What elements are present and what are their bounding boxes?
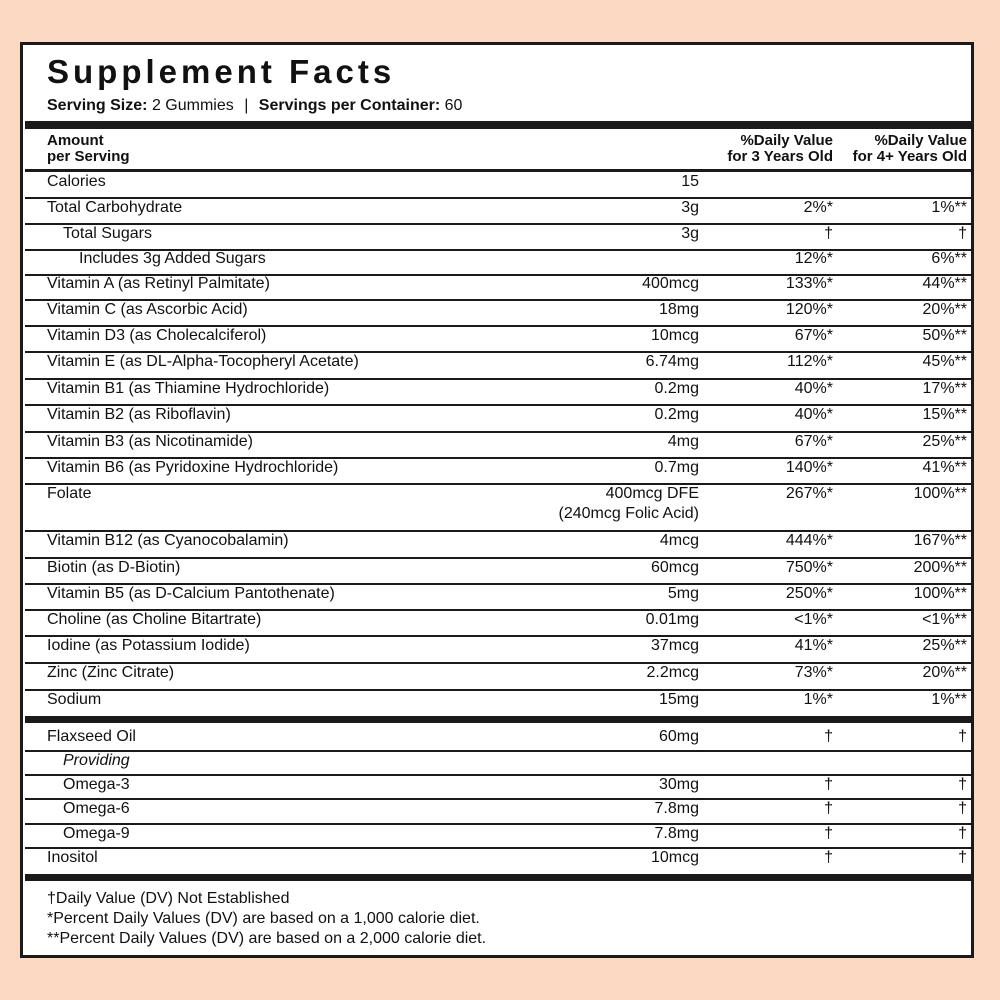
nutrient-dv-4yo: 20%** — [922, 664, 967, 681]
nutrient-amount: 10mcg — [650, 327, 699, 344]
row-divider — [25, 404, 971, 406]
nutrient-name: Biotin (as D-Biotin) — [47, 559, 181, 576]
nutrient-amount: 18mg — [658, 301, 699, 318]
nutrient-dv-4yo: 41%** — [922, 459, 967, 476]
nutrient-name: Vitamin B2 (as Riboflavin) — [47, 406, 231, 423]
nutrient-dv-4yo: 44%** — [922, 275, 967, 292]
ingredient-dv-4yo: † — [958, 849, 967, 866]
nutrient-amount: 400mcg — [642, 275, 699, 292]
serving-info — [47, 97, 462, 115]
nutrient-dv-3yo: 41%* — [794, 637, 833, 654]
row-divider — [25, 299, 971, 301]
nutrient-amount: 60mcg — [650, 559, 699, 576]
row-divider — [25, 847, 971, 849]
nutrient-amount: 0.2mg — [654, 380, 699, 397]
nutrient-dv-4yo: 20%** — [922, 301, 967, 318]
nutrient-dv-4yo: 50%** — [922, 327, 967, 344]
nutrient-amount: 15 — [681, 173, 699, 190]
nutrient-amount: 4mg — [667, 433, 699, 450]
nutrient-dv-4yo: 25%** — [922, 433, 967, 450]
ingredient-name: Providing — [63, 752, 130, 769]
nutrient-amount-detail: (240mcg Folic Acid) — [558, 505, 699, 522]
nutrient-dv-4yo: 1%** — [931, 199, 967, 216]
nutrient-dv-3yo: 73%* — [794, 664, 833, 681]
nutrient-name: Vitamin B12 (as Cyanocobalamin) — [47, 532, 289, 549]
ingredient-dv-3yo: † — [824, 728, 833, 745]
nutrient-dv-3yo: † — [824, 225, 833, 242]
row-divider — [25, 457, 971, 459]
nutrient-name: Vitamin B3 (as Nicotinamide) — [47, 433, 254, 450]
ingredient-dv-3yo: † — [824, 825, 833, 842]
nutrient-name: Vitamin A (as Retinyl Palmitate) — [47, 275, 270, 292]
nutrient-dv-3yo: 40%* — [794, 406, 833, 423]
nutrient-name: Vitamin B1 (as Thiamine Hydrochloride) — [47, 380, 330, 397]
ingredient-dv-3yo: † — [824, 776, 833, 793]
nutrient-dv-3yo: 750%* — [785, 559, 833, 576]
header-rule — [25, 169, 971, 172]
ingredient-name: Omega-6 — [63, 800, 130, 817]
nutrient-dv-4yo: 6%** — [931, 250, 967, 267]
nutrient-dv-3yo: 267%* — [785, 485, 833, 502]
row-divider — [25, 378, 971, 380]
ingredient-name: Omega-3 — [63, 776, 130, 793]
nutrient-dv-3yo: 444%* — [785, 532, 833, 549]
row-divider — [25, 689, 971, 691]
row-divider — [25, 774, 971, 776]
nutrient-name: Vitamin B6 (as Pyridoxine Hydrochloride) — [47, 459, 339, 476]
nutrient-amount: 5mg — [667, 585, 699, 602]
servings-per-container-value: 60 — [444, 97, 463, 114]
row-divider — [25, 662, 971, 664]
nutrient-name: Vitamin E (as DL-Alpha-Tocopheryl Acetate) — [47, 353, 359, 370]
bottom-thick-rule — [25, 874, 971, 881]
row-divider — [25, 249, 971, 251]
serving-size-value: 2 Gummies — [151, 97, 234, 114]
panel-title: Supplement Facts — [47, 53, 396, 90]
nutrient-dv-4yo: 15%** — [922, 406, 967, 423]
nutrient-name: Choline (as Choline Bitartrate) — [47, 611, 262, 628]
row-divider — [25, 351, 971, 353]
ingredient-dv-4yo: † — [958, 728, 967, 745]
header-dv3-line1: %Daily Value — [740, 132, 833, 149]
nutrient-amount: 400mcg DFE — [605, 485, 699, 502]
nutrient-amount: 4mcg — [659, 532, 699, 549]
row-divider — [25, 635, 971, 637]
ingredient-dv-4yo: † — [958, 776, 967, 793]
nutrient-name: Sodium — [47, 691, 102, 708]
nutrient-dv-4yo: † — [958, 225, 967, 242]
row-divider — [25, 823, 971, 825]
serving-size-label: Serving Size: — [47, 97, 148, 114]
ingredient-amount: 10mcg — [650, 849, 699, 866]
nutrient-amount: 15mg — [658, 691, 699, 708]
nutrient-amount: 0.7mg — [654, 459, 699, 476]
ingredient-amount: 60mg — [658, 728, 699, 745]
nutrient-dv-3yo: <1%* — [794, 611, 833, 628]
nutrient-dv-4yo: 1%** — [931, 691, 967, 708]
row-divider — [25, 197, 971, 199]
ingredient-name: Inositol — [47, 849, 98, 866]
top-thick-rule — [25, 121, 971, 129]
nutrient-name: Vitamin C (as Ascorbic Acid) — [47, 301, 248, 318]
nutrient-amount: 0.01mg — [645, 611, 699, 628]
ingredient-name: Flaxseed Oil — [47, 728, 136, 745]
nutrient-dv-3yo: 67%* — [794, 327, 833, 344]
servings-per-container-label: Servings per Container: — [258, 97, 441, 114]
mid-thick-rule — [25, 716, 971, 723]
nutrient-dv-4yo: 17%** — [922, 380, 967, 397]
footnote-single-star: *Percent Daily Values (DV) are based on a 1,000 calorie diet. — [47, 910, 480, 927]
nutrient-dv-3yo: 40%* — [794, 380, 833, 397]
nutrient-dv-4yo: 25%** — [922, 637, 967, 654]
nutrient-dv-3yo: 120%* — [785, 301, 833, 318]
nutrient-dv-3yo: 140%* — [785, 459, 833, 476]
header-dv3-line2: for 3 Years Old — [727, 148, 833, 165]
ingredient-dv-4yo: † — [958, 800, 967, 817]
row-divider — [25, 325, 971, 327]
row-divider — [25, 431, 971, 433]
row-divider — [25, 530, 971, 532]
ingredient-dv-4yo: † — [958, 825, 967, 842]
nutrient-dv-3yo: 12%* — [794, 250, 833, 267]
header-dv4-line2: for 4+ Years Old — [852, 148, 967, 165]
row-divider — [25, 223, 971, 225]
nutrient-dv-4yo: <1%** — [922, 611, 967, 628]
supplement-facts-panel — [20, 42, 974, 958]
nutrient-name: Vitamin D3 (as Cholecalciferol) — [47, 327, 267, 344]
nutrient-dv-4yo: 100%** — [913, 585, 967, 602]
ingredient-amount: 7.8mg — [654, 825, 699, 842]
row-divider — [25, 483, 971, 485]
nutrient-amount: 2.2mcg — [646, 664, 699, 681]
ingredient-name: Omega-9 — [63, 825, 130, 842]
nutrient-dv-4yo: 200%** — [913, 559, 967, 576]
nutrient-amount: 3g — [681, 225, 699, 242]
header-amount-line1: Amount — [47, 132, 104, 149]
nutrient-name: Iodine (as Potassium Iodide) — [47, 637, 250, 654]
nutrient-dv-4yo: 100%** — [913, 485, 967, 502]
row-divider — [25, 798, 971, 800]
nutrient-dv-4yo: 167%** — [913, 532, 967, 549]
nutrient-dv-3yo: 2%* — [803, 199, 833, 216]
row-divider — [25, 609, 971, 611]
nutrient-name: Includes 3g Added Sugars — [79, 250, 266, 267]
header-amount-line2: per Serving — [47, 148, 130, 165]
nutrient-amount: 3g — [681, 199, 699, 216]
nutrient-dv-3yo: 112%* — [787, 353, 833, 370]
row-divider — [25, 274, 971, 276]
nutrient-name: Zinc (Zinc Citrate) — [47, 664, 175, 681]
nutrient-dv-3yo: 250%* — [785, 585, 833, 602]
ingredient-amount: 30mg — [658, 776, 699, 793]
nutrient-name: Total Sugars — [63, 225, 152, 242]
footnote-dagger: †Daily Value (DV) Not Established — [47, 890, 290, 907]
row-divider — [25, 557, 971, 559]
serving-divider: | — [244, 97, 249, 114]
footnote-double-star: **Percent Daily Values (DV) are based on a 2,000 calorie diet. — [47, 930, 487, 947]
nutrient-name: Vitamin B5 (as D-Calcium Pantothenate) — [47, 585, 335, 602]
footnotes — [47, 889, 486, 949]
nutrient-amount: 37mcg — [650, 637, 699, 654]
ingredient-dv-3yo: † — [824, 800, 833, 817]
nutrient-amount: 0.2mg — [654, 406, 699, 423]
nutrient-dv-3yo: 133%* — [785, 275, 833, 292]
nutrient-dv-3yo: 67%* — [794, 433, 833, 450]
header-dv4-line1: %Daily Value — [874, 132, 967, 149]
ingredient-amount: 7.8mg — [654, 800, 699, 817]
nutrient-name: Folate — [47, 485, 92, 502]
row-divider — [25, 750, 971, 752]
row-divider — [25, 583, 971, 585]
nutrient-dv-3yo: 1%* — [803, 691, 833, 708]
nutrient-name: Calories — [47, 173, 106, 190]
ingredient-dv-3yo: † — [824, 849, 833, 866]
nutrient-dv-4yo: 45%** — [922, 353, 967, 370]
nutrient-name: Total Carbohydrate — [47, 199, 183, 216]
nutrient-amount: 6.74mg — [645, 353, 699, 370]
